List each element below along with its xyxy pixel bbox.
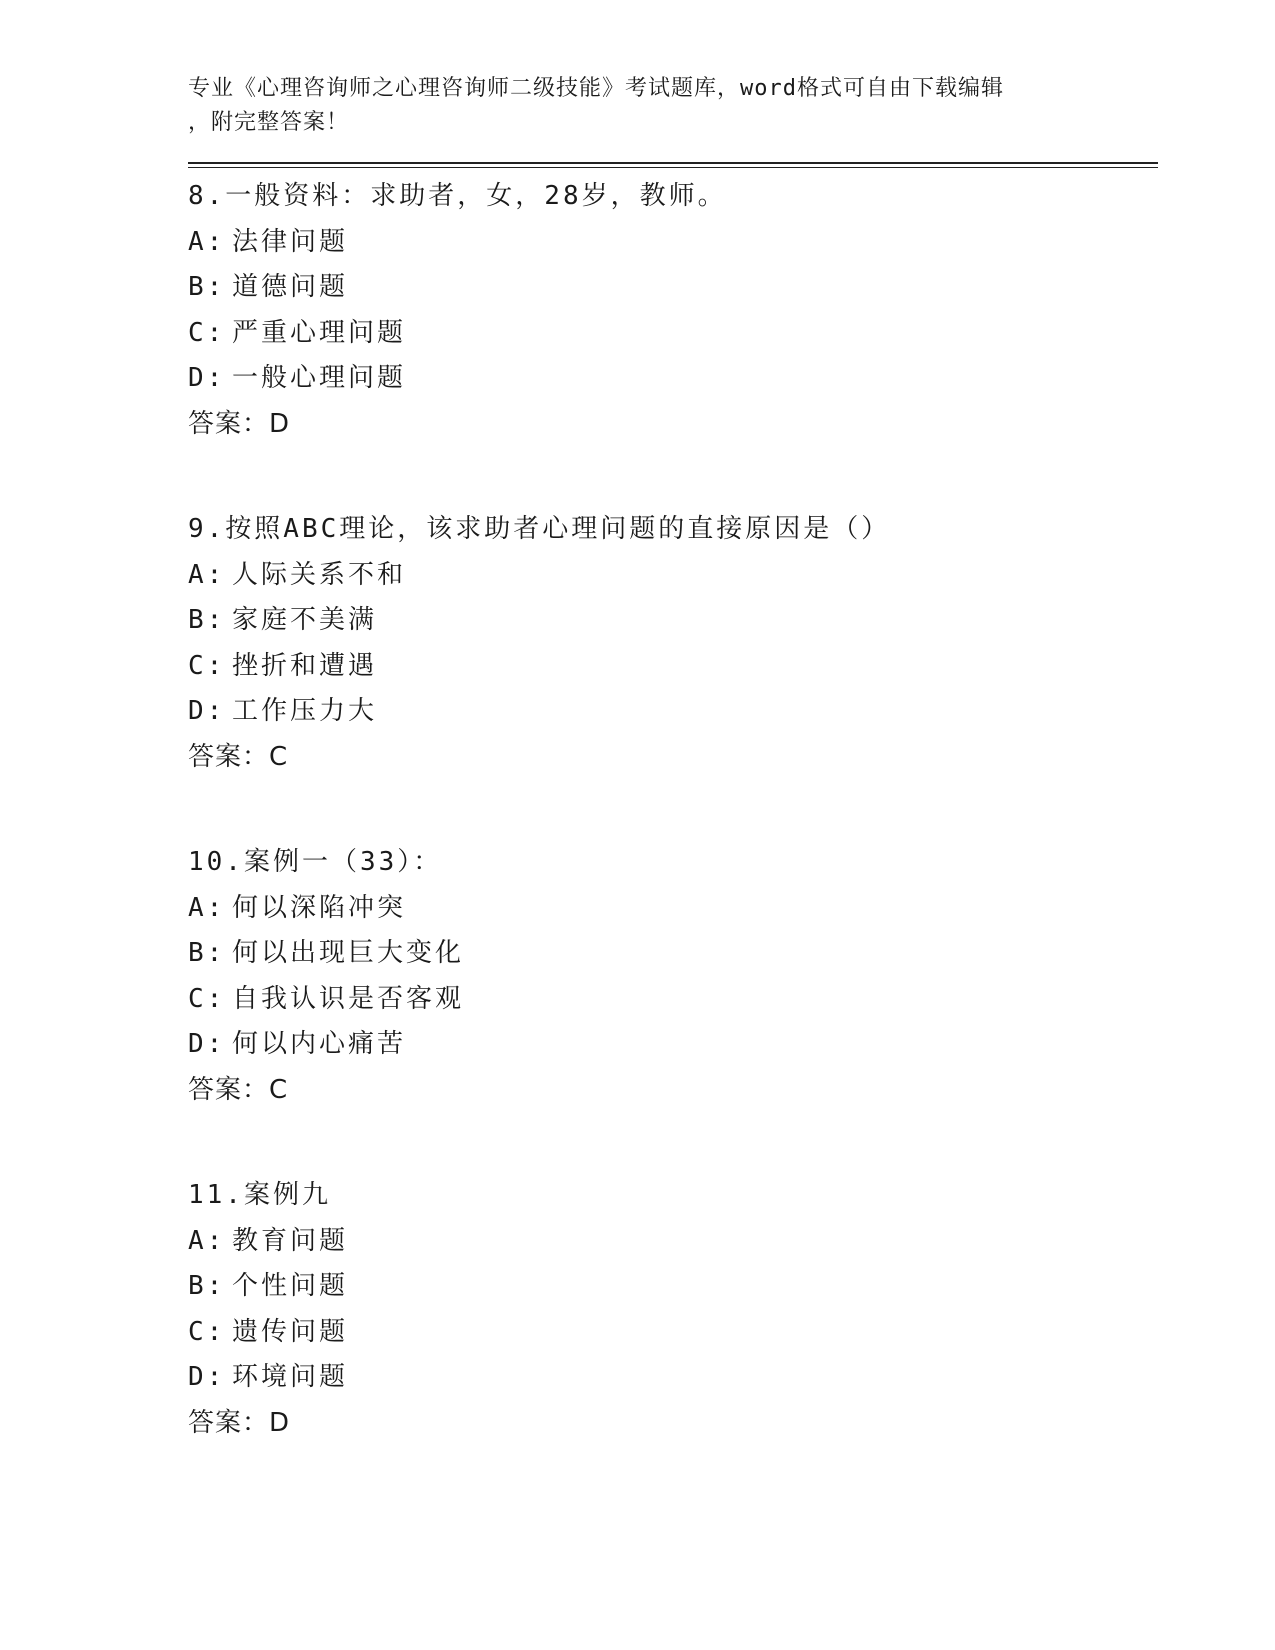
option-key: A: — [188, 559, 226, 590]
option-text: 工作压力大 — [232, 696, 378, 726]
document-header — [188, 72, 1158, 140]
header-divider — [188, 162, 1158, 168]
option-d — [188, 356, 1158, 402]
option-key: A: — [188, 226, 226, 257]
question-stem: 10.案例一（33）： — [188, 847, 443, 877]
answer: 答案：C — [188, 741, 289, 772]
option-b — [188, 931, 1158, 977]
option-text: 何以内心痛苦 — [232, 1029, 407, 1059]
option-d — [188, 1022, 1158, 1068]
question-stem: 11.案例九 — [188, 1180, 331, 1210]
option-c — [188, 311, 1158, 357]
option-text: 遗传问题 — [232, 1316, 349, 1347]
option-c — [188, 644, 1158, 690]
option-key: A: — [188, 892, 226, 923]
option-text: 家庭不美满 — [232, 605, 378, 635]
option-text: 教育问题 — [232, 1225, 349, 1256]
option-b — [188, 598, 1158, 644]
option-a — [188, 886, 1158, 932]
option-c — [188, 1310, 1158, 1356]
option-c — [188, 977, 1158, 1023]
question-stem: 9.按照ABC理论，该求助者心理问题的直接原因是（） — [188, 514, 891, 544]
header-line-1: 专业《心理咨询师之心理咨询师二级技能》考试题库，word格式可自由下载编辑 — [188, 76, 1004, 101]
answer: 答案：C — [188, 1074, 289, 1105]
option-key: D: — [188, 1029, 226, 1059]
header-line-2: ，附完整答案！ — [188, 110, 350, 135]
option-text: 个性问题 — [232, 1271, 349, 1301]
question-8 — [188, 174, 1158, 447]
question-9 — [188, 507, 1158, 780]
option-text: 何以出现巨大变化 — [232, 938, 465, 968]
option-key: B: — [188, 938, 226, 968]
option-a — [188, 220, 1158, 266]
answer: 答案：D — [188, 1407, 291, 1438]
option-key: C: — [188, 317, 226, 348]
option-text: 挫折和遭遇 — [232, 650, 378, 681]
option-a — [188, 553, 1158, 599]
option-text: 法律问题 — [232, 226, 349, 257]
option-key: B: — [188, 272, 226, 302]
option-key: D: — [188, 1362, 226, 1392]
option-key: C: — [188, 1316, 226, 1347]
option-text: 自我认识是否客观 — [232, 983, 465, 1014]
option-d — [188, 689, 1158, 735]
option-key: A: — [188, 1225, 226, 1256]
option-text: 何以深陷冲突 — [232, 892, 407, 923]
option-key: B: — [188, 1271, 226, 1301]
option-key: C: — [188, 650, 226, 681]
option-text: 道德问题 — [232, 272, 349, 302]
option-text: 一般心理问题 — [232, 363, 407, 393]
option-text: 严重心理问题 — [232, 317, 407, 348]
question-list — [188, 174, 1158, 1446]
option-text: 人际关系不和 — [232, 559, 407, 590]
option-key: C: — [188, 983, 226, 1014]
option-key: D: — [188, 696, 226, 726]
option-d — [188, 1355, 1158, 1401]
question-11 — [188, 1173, 1158, 1446]
option-a — [188, 1219, 1158, 1265]
document-page — [188, 72, 1158, 1506]
option-key: B: — [188, 605, 226, 635]
option-b — [188, 1264, 1158, 1310]
answer: 答案：D — [188, 408, 291, 439]
question-stem: 8.一般资料：求助者，女，28岁，教师。 — [188, 181, 727, 211]
question-10 — [188, 840, 1158, 1113]
option-text: 环境问题 — [232, 1362, 349, 1392]
option-key: D: — [188, 363, 226, 393]
option-b — [188, 265, 1158, 311]
